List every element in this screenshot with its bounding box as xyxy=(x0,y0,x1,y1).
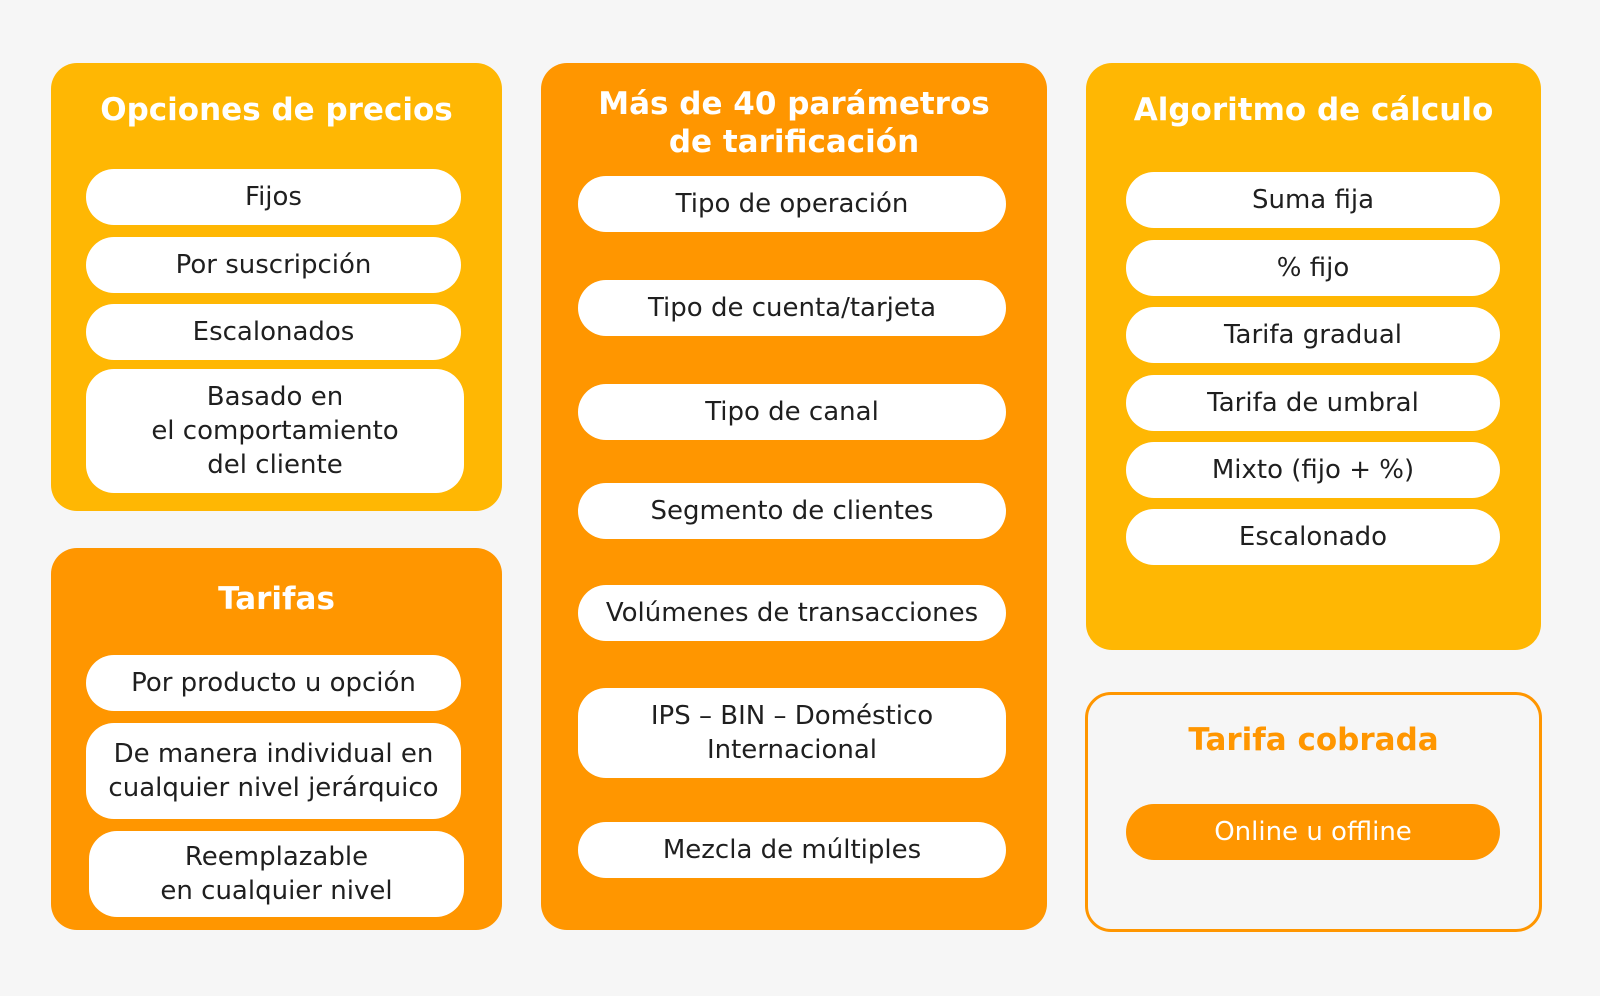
rate-item: Reemplazable en cualquier nivel xyxy=(89,831,464,917)
pricing-option-item: Por suscripción xyxy=(86,237,461,293)
rates-card xyxy=(51,548,502,930)
algorithm-card xyxy=(1086,63,1541,650)
parameter-item: IPS – BIN – Doméstico Internacional xyxy=(578,688,1006,778)
rate-item: Por producto u opción xyxy=(86,655,461,711)
parameter-item: Segmento de clientes xyxy=(578,483,1006,539)
parameters-card xyxy=(541,63,1047,930)
pricing-option-item: Basado en el comportamiento del cliente xyxy=(86,369,464,493)
charged-fee-item: Online u offline xyxy=(1126,804,1500,860)
rate-item: De manera individual en cualquier nivel jerárquico xyxy=(86,723,461,819)
algorithm-item: Tarifa de umbral xyxy=(1126,375,1500,431)
parameter-item: Tipo de operación xyxy=(578,176,1006,232)
algorithm-item: Mixto (fijo + %) xyxy=(1126,442,1500,498)
parameter-item: Volúmenes de transacciones xyxy=(578,585,1006,641)
algorithm-item: % fijo xyxy=(1126,240,1500,296)
rates-title: Tarifas xyxy=(218,581,335,617)
pricing-options-card xyxy=(51,63,502,511)
pricing-option-item: Fijos xyxy=(86,169,461,225)
algorithm-item: Escalonado xyxy=(1126,509,1500,565)
parameters-title: Más de 40 parámetros de tarificación xyxy=(598,86,990,160)
pricing-option-item: Escalonados xyxy=(86,304,461,360)
charged-fee-title: Tarifa cobrada xyxy=(1188,722,1439,758)
parameter-item: Tipo de cuenta/tarjeta xyxy=(578,280,1006,336)
algorithm-item: Tarifa gradual xyxy=(1126,307,1500,363)
algorithm-title: Algoritmo de cálculo xyxy=(1133,92,1494,128)
parameter-item: Mezcla de múltiples xyxy=(578,822,1006,878)
parameter-item: Tipo de canal xyxy=(578,384,1006,440)
pricing-options-title: Opciones de precios xyxy=(100,92,453,128)
charged-fee-card xyxy=(1085,692,1542,932)
algorithm-item: Suma fija xyxy=(1126,172,1500,228)
